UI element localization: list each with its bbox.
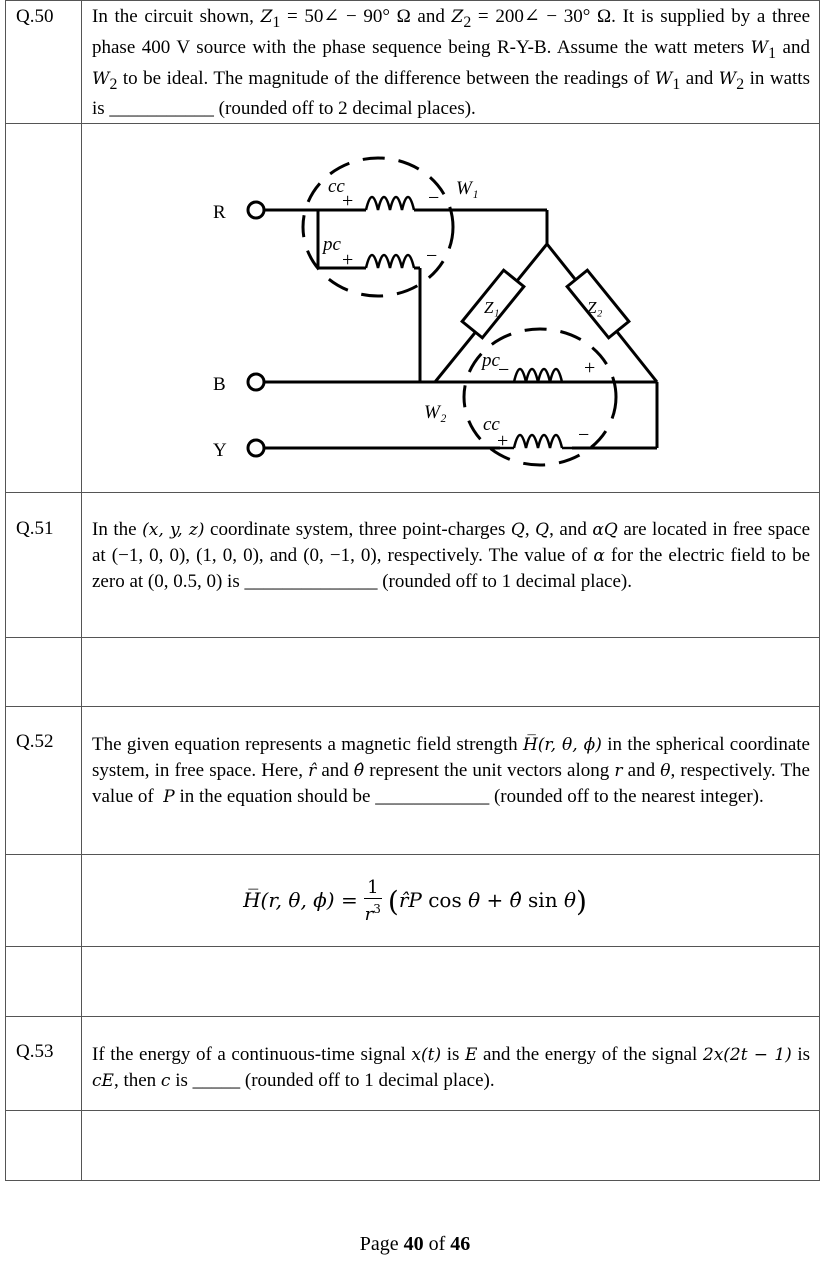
question-number: Q.53 [16,1041,54,1062]
row-divider [5,706,820,707]
row-divider [5,854,820,855]
wattmeter-label: W₂ [424,402,447,423]
wattmeter-w1-enclosure [303,158,453,296]
page-footer [0,1233,830,1256]
question-number: Q.52 [16,731,54,752]
coil-label: pc [323,234,341,255]
question-text: If the energy of a continuous-time signal x(t) is E and the energy of the signal 2x(2t − 1) is cE, then c is _____ (rounded off to 1 decimal place). [92,1044,810,1091]
terminal-label: R [213,202,226,223]
polarity-minus: − [498,359,510,381]
terminal-label: Y [213,440,227,461]
question-number: Q.50 [16,6,54,27]
impedance-label: Z₁ [484,298,500,317]
row-divider [5,1110,820,1111]
row-divider [5,1016,820,1017]
impedance-label: Z₂ [587,298,603,317]
wattmeter-label: W₁ [456,178,479,199]
question-text: In the (x, y, z) coordinate system, three point-charges Q, Q, and αQ are located in free space at (−1, 0, 0), (1, 0, 0), and (0, −1, 0), respectively. The value of α for the electric field to be zero at (0, 0.5, 0) is ______________ (rounded off to 1 decimal place). [92,519,811,592]
question-number: Q.51 [16,518,54,539]
circuit-diagram [0,0,830,492]
polarity-plus: + [342,249,354,271]
question-text: In the circuit shown, $Z_1$ = 50∠ − 90° Ω and $Z_2$ = 200∠ − 30° Ω. It is supplied by a three phase 400 V source with the phase sequence being R-Y-B. Assume the watt meters $W_1$ and $W_2$ to be ideal. The magnitude of the difference between the readings of $W_1$ and $W_2$ in watts is ___________ (rounded off to 2 decimal places). [92,6,810,120]
polarity-minus: − [426,245,438,267]
question-text: The given equation represents a magnetic field strength H̅(r, θ, ϕ) in the spherical coordinate system, in free space. Here, r̂ and θ̂ represent the unit vectors along r and θ, respectively. The value of P in the equation should be ____________ (rounded off to the nearest integer). [92,734,810,807]
terminal-icon [248,202,264,456]
coil-label: cc [483,414,500,435]
equation: H̅(r, θ, ϕ) = $\frac{1}{r^3}$ (r̂P cos θ + θ̂ sin θ) [243,877,587,925]
table-bottom-border [5,1180,820,1181]
polarity-minus: − [428,187,440,209]
row-divider [5,492,820,493]
polarity-plus: + [584,357,596,379]
polarity-minus: − [578,424,590,446]
coil-label: cc [328,176,345,197]
polarity-plus: + [497,430,509,452]
coil-label: pc [482,350,500,371]
polarity-plus: + [342,190,354,212]
page-total: 46 [450,1233,471,1255]
page-number: 40 [403,1233,424,1255]
footer-prefix: Page [359,1233,399,1255]
row-divider [5,637,820,638]
terminal-label: B [213,374,226,395]
row-divider [5,946,820,947]
footer-middle: of [428,1233,446,1255]
